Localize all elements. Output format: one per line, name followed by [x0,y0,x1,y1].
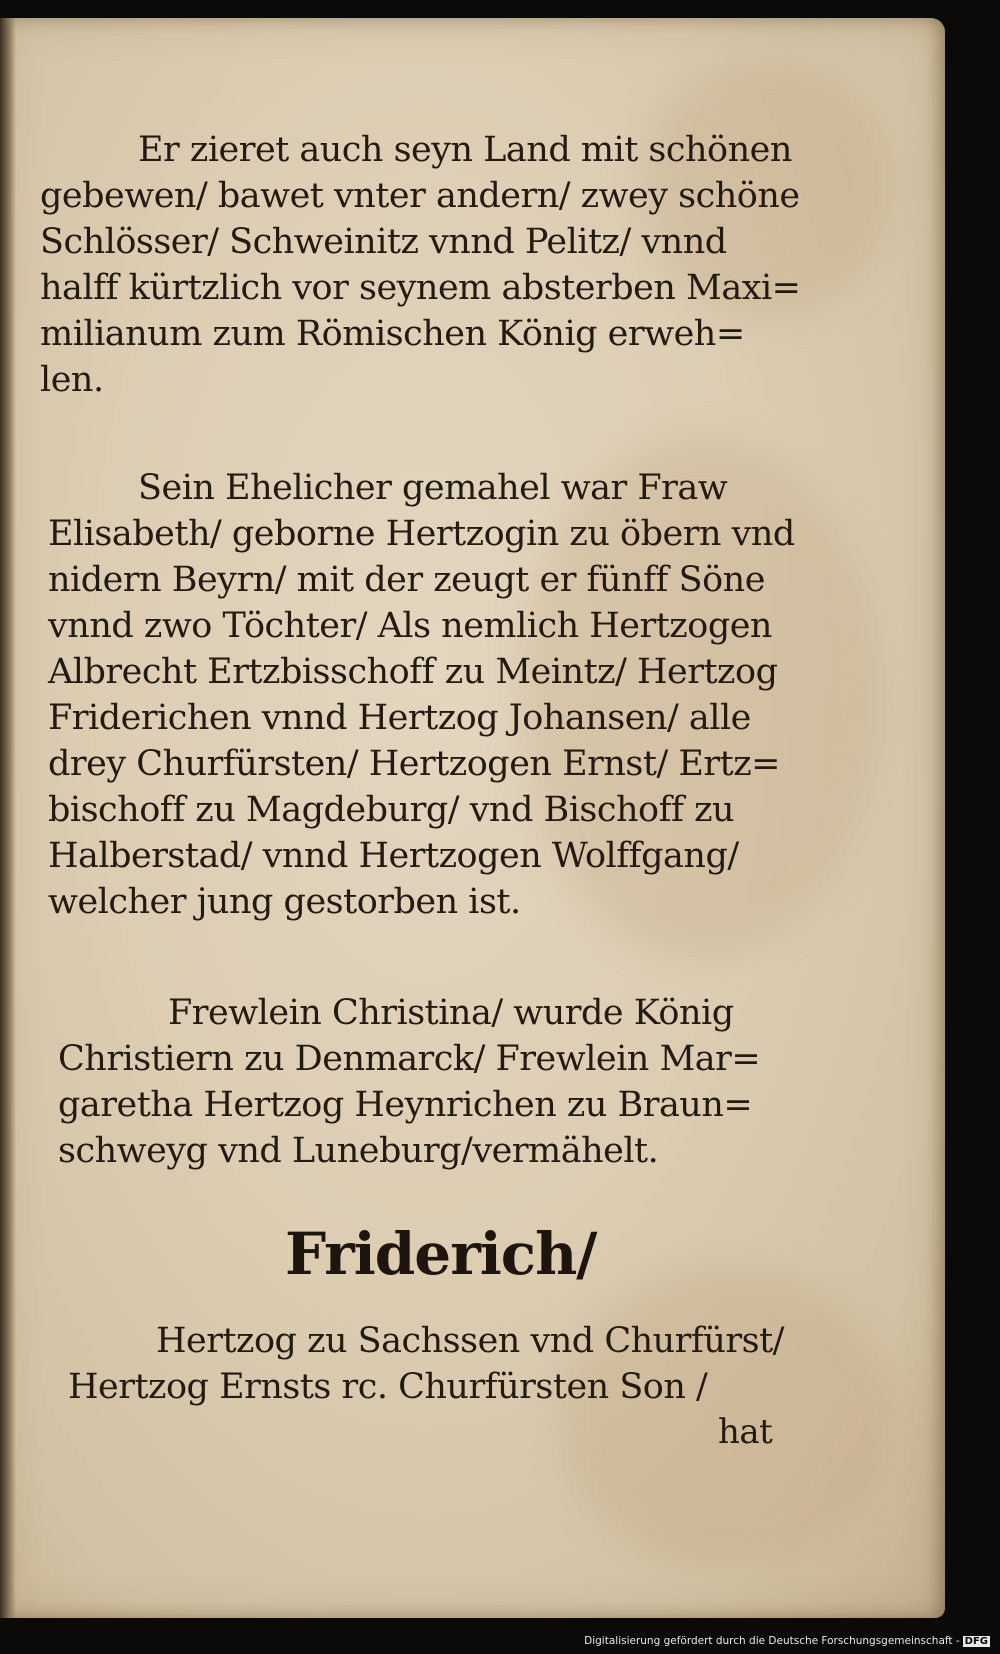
text-line: Sein Ehelicher gemahel war Fraw [138,468,728,508]
credit-text: Digitalisierung gefördert durch die Deutsche Forschungsgemeinschaft - [584,1635,960,1647]
text-line: vnnd zwo Töchter/ Als nemlich Hertzogen [48,606,772,646]
section-subheading [68,1318,784,1410]
text-line: welcher jung gestorben ist. [48,882,521,922]
text-line: nidern Beyrn/ mit der zeugt er fünff Söne [48,560,765,600]
dfg-logo: DFG [964,1636,988,1647]
text-line: Christiern zu Denmarck/ Frewlein Mar= [58,1039,761,1079]
text-line: Elisabeth/ geborne Hertzogin zu öbern vnd [48,514,795,554]
text-line: gebewen/ bawet vnter andern/ zwey schöne [40,176,800,216]
page-gutter-edge [0,18,16,1618]
text-line: halff kürtzlich vor seynem absterben Maxi= [40,268,801,308]
text-line: Frewlein Christina/ wurde König [168,993,734,1033]
text-line: Halberstad/ vnnd Hertzogen Wolffgang/ [48,836,739,876]
text-line: drey Churfürsten/ Hertzogen Ernst/ Ertz= [48,744,780,784]
digitization-credit [584,1635,990,1647]
paragraph-2 [48,465,795,925]
text-line: Albrecht Ertzbisschoff zu Meintz/ Hertzog [48,652,778,692]
paragraph-1 [40,127,800,403]
section-heading: Friderich/ [285,1220,597,1288]
text-line: len. [40,360,104,400]
paragraph-3 [58,990,760,1174]
text-line: Hertzog Ernsts rc. Churfürsten Son / [68,1367,708,1407]
text-line: Hertzog zu Sachssen vnd Churfürst/ [156,1321,784,1361]
catchword: hat [718,1412,773,1452]
text-line: garetha Hertzog Heynrichen zu Braun= [58,1085,753,1125]
text-line: milianum zum Römischen König erweh= [40,314,745,354]
text-line: schweyg vnd Luneburg/vermähelt. [58,1131,659,1171]
text-line: Er zieret auch seyn Land mit schönen [138,130,792,170]
text-line: bischoff zu Magdeburg/ vnd Bischoff zu [48,790,735,830]
text-line: Friderichen vnnd Hertzog Johansen/ alle [48,698,751,738]
text-line: Schlösser/ Schweinitz vnnd Pelitz/ vnnd [40,222,727,262]
